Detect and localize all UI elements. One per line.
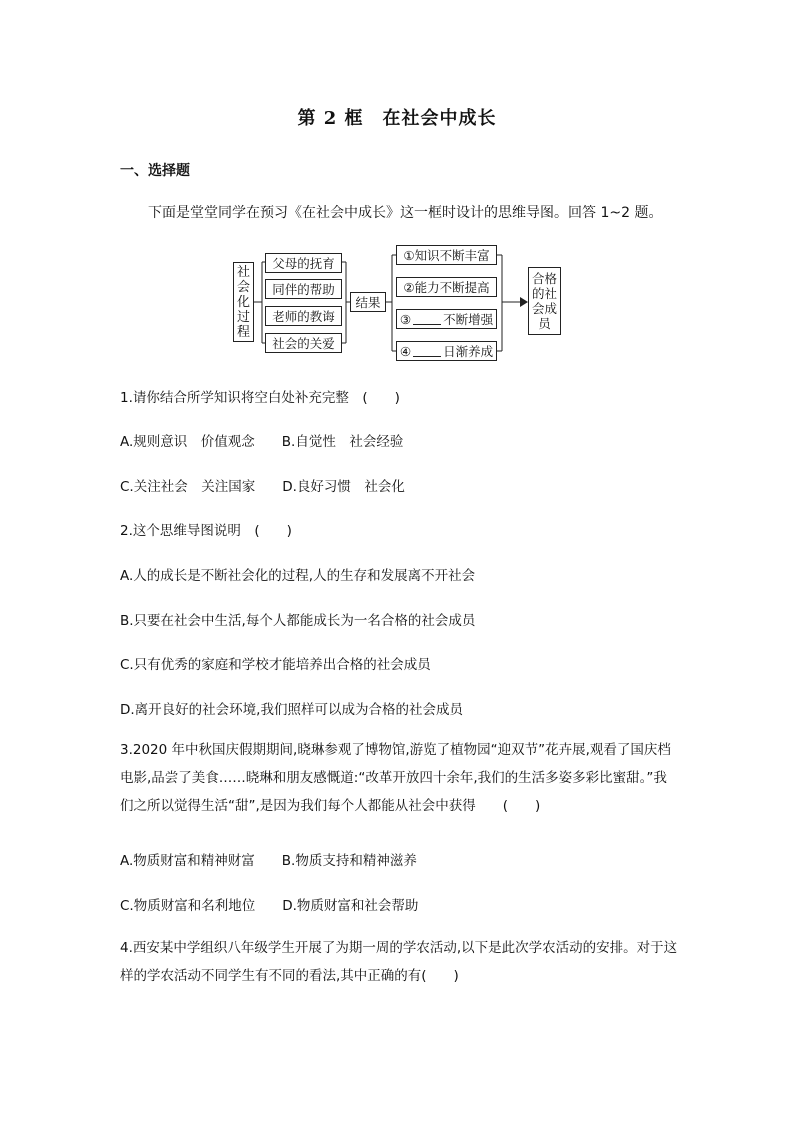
question-3-options-cd: C.物质财富和名利地位 D.物质财富和社会帮助 — [120, 898, 419, 914]
question-1-stem: 1.请你结合所学知识将空白处补充完整 ( ) — [120, 390, 400, 406]
left-label-char: 会 — [236, 279, 250, 295]
outcome-box — [396, 309, 497, 329]
result-box: 结果 — [350, 292, 386, 312]
question-2-option-a: A.人的成长是不断社会化的过程,人的生存和发展离不开社会 — [120, 568, 476, 584]
outcome-box — [396, 245, 497, 265]
page-title: 第 2 框 在社会中成长 — [297, 108, 497, 129]
question-2-option-b: B.只要在社会中生活,每个人都能成长为一名合格的社会成员 — [120, 613, 476, 629]
question-3-stem: 3.2020 年中秋国庆假期期间,晓琳参观了博物馆,游览了植物园“迎双节”花卉展,观看了国庆档电影,品尝了美食……晓琳和朋友感慨道:“改革开放四十余年,我们的生活多姿多彩比蜜甜。”我们之所以觉得生活“甜”,是因为我们每个人都能从社会中获得 ( ) — [120, 742, 671, 814]
final-line: 合格 — [531, 271, 557, 286]
source-box: 同伴的帮助 — [265, 279, 342, 299]
section-heading: 一、选择题 — [120, 163, 190, 179]
outcome-number: ③ — [399, 311, 412, 327]
left-label-char: 社 — [236, 264, 250, 280]
intro-text: 下面是堂堂同学在预习《在社会中成长》这一框时设计的思维导图。回答 1~2 题。 — [148, 205, 663, 221]
question-4-stem: 4.西安某中学组织八年级学生开展了为期一周的学农活动,以下是此次学农活动的安排。对于这样的学农活动不同学生有不同的看法,其中正确的有( ) — [120, 940, 678, 984]
question-2-stem: 2.这个思维导图说明 ( ) — [120, 523, 292, 539]
final-outcome-box — [528, 267, 561, 335]
question-1-options-ab: A.规则意识 价值观念 B.自觉性 社会经验 — [120, 434, 404, 450]
fill-in-blank — [413, 345, 441, 357]
question-3-options-ab: A.物质财富和精神财富 B.物质支持和精神滋养 — [120, 853, 417, 869]
left-label-char: 化 — [236, 294, 250, 310]
outcome-text: ①知识不断丰富 — [403, 248, 490, 263]
final-line: 员 — [538, 316, 551, 331]
outcome-text: 日渐养成 — [443, 344, 494, 359]
outcome-text: 不断增强 — [443, 312, 494, 327]
source-box: 父母的抚育 — [265, 253, 342, 273]
mind-map-left-label — [233, 262, 254, 342]
left-label-char: 过 — [236, 309, 250, 325]
outcome-number: ④ — [399, 343, 412, 359]
outcome-box — [396, 277, 497, 297]
final-line: 的社 — [531, 286, 557, 301]
question-2-option-c: C.只有优秀的家庭和学校才能培养出合格的社会成员 — [120, 657, 431, 673]
source-box: 老师的教诲 — [265, 306, 342, 326]
fill-in-blank — [413, 313, 441, 325]
question-2-option-d: D.离开良好的社会环境,我们照样可以成为合格的社会成员 — [120, 702, 463, 718]
final-line: 会成 — [531, 301, 557, 316]
question-1-options-cd: C.关注社会 关注国家 D.良好习惯 社会化 — [120, 479, 405, 495]
left-label-char: 程 — [236, 324, 250, 340]
source-box: 社会的关爱 — [265, 333, 342, 353]
outcome-text: ②能力不断提高 — [403, 280, 490, 295]
mind-map-connectors — [0, 0, 794, 400]
outcome-box — [396, 341, 497, 361]
